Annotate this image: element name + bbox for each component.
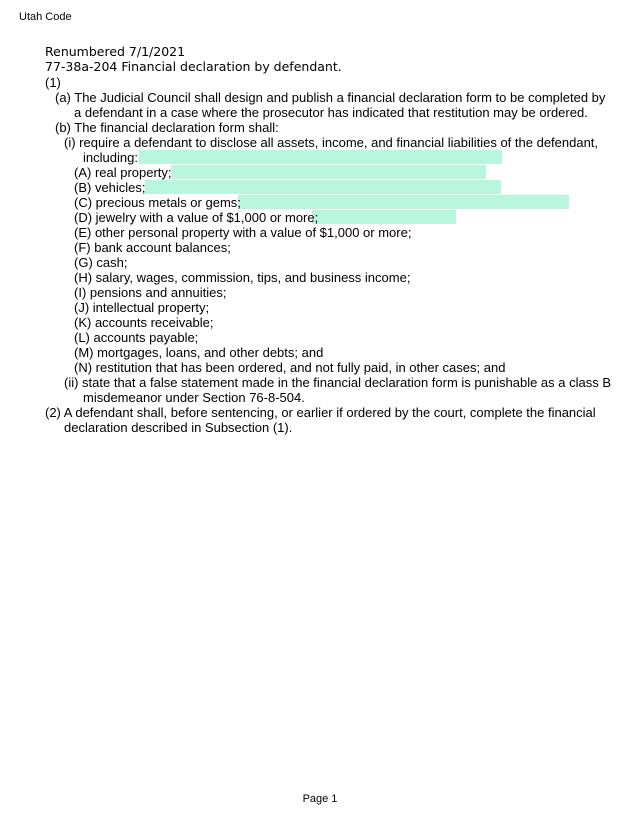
list-item: (D) jewelry with a value of $1,000 or more; [74, 210, 319, 225]
list-item: (G) cash; [74, 255, 128, 270]
subsection-2-line2: declaration described in Subsection (1). [64, 420, 293, 435]
subsection-1bi-line2: including: [83, 150, 138, 165]
subsection-2-line1: (2) A defendant shall, before sentencing, or earlier if ordered by the court, complete the financial [45, 405, 596, 420]
list-item: (H) salary, wages, commission, tips, and business income; [74, 270, 411, 285]
list-item: (B) vehicles; [74, 180, 146, 195]
subsection-1a-line1: (a) The Judicial Council shall design and publish a financial declaration form to be completed by [55, 90, 606, 105]
subsection-1bii-line1: (ii) state that a false statement made in the financial declaration form is punishable as a class B [64, 375, 612, 390]
subsection-1b: (b) The financial declaration form shall: [55, 120, 279, 135]
list-item: (N) restitution that has been ordered, and not fully paid, in other cases; and [74, 360, 506, 375]
highlight-precious-metals [238, 195, 569, 209]
renumbered-note: Renumbered 7/1/2021 [45, 44, 186, 59]
subsection-1bi-line1: (i) require a defendant to disclose all assets, income, and financial liabilities of the defendant, [64, 135, 599, 150]
list-item: (M) mortgages, loans, and other debts; and [74, 345, 324, 360]
list-item: (A) real property; [74, 165, 172, 180]
list-item: (K) accounts receivable; [74, 315, 214, 330]
highlight-including [139, 150, 502, 164]
list-item: (J) intellectual property; [74, 300, 210, 315]
highlight-real-property [171, 165, 486, 179]
list-item: (I) pensions and annuities; [74, 285, 227, 300]
list-item: (C) precious metals or gems; [74, 195, 241, 210]
list-item: (F) bank account balances; [74, 240, 231, 255]
list-item: (L) accounts payable; [74, 330, 199, 345]
page-header: Utah Code [19, 11, 72, 23]
subsection-1-label: (1) [45, 75, 61, 90]
page-footer: Page 1 [302, 793, 338, 805]
highlight-vehicles [145, 180, 501, 194]
highlight-jewelry [312, 210, 456, 224]
section-title: 77-38a-204 Financial declaration by defendant. [45, 59, 342, 74]
subsection-1bii-line2: misdemeanor under Section 76-8-504. [83, 390, 305, 405]
list-item: (E) other personal property with a value of $1,000 or more; [74, 225, 412, 240]
subsection-1a-line2: a defendant in a case where the prosecutor has indicated that restitution may be ordered. [74, 105, 588, 120]
